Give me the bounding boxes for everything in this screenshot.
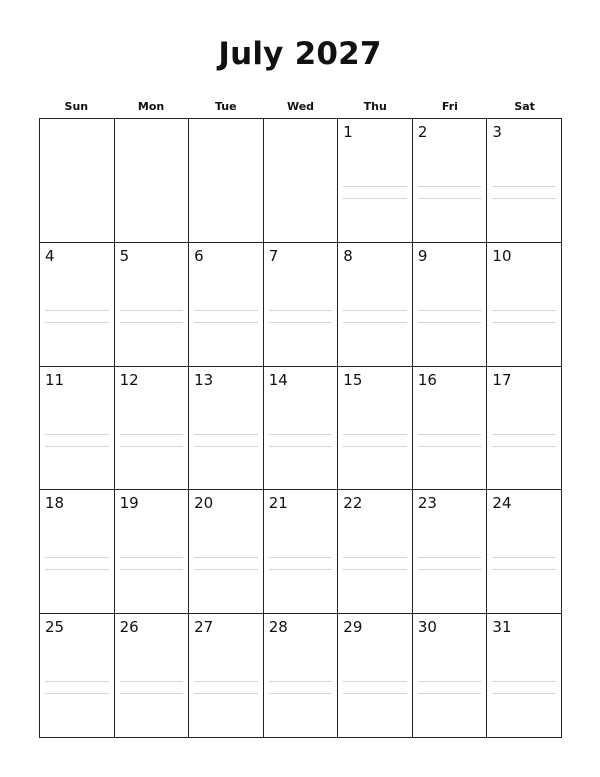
empty-day-cell [189,119,264,243]
day-number: 26 [119,618,139,637]
note-line [120,693,184,694]
day-cell [338,119,413,243]
day-cell [189,367,264,491]
note-line [343,322,407,323]
day-cell [40,490,115,614]
note-line [194,446,258,447]
note-line [343,557,407,558]
day-number: 2 [417,123,428,141]
note-line [343,186,407,187]
day-cell [413,367,488,491]
day-number: 19 [119,494,139,513]
day-cell [413,490,488,614]
day-number: 11 [45,370,65,389]
note-line [45,434,109,435]
note-line [492,557,556,558]
note-line [269,557,333,558]
day-cell [189,614,264,738]
note-line [492,693,556,694]
day-cell [189,490,264,614]
note-line [343,198,407,199]
note-line [120,569,184,570]
day-number: 7 [268,246,279,265]
note-line [194,681,258,682]
note-line [45,310,109,311]
day-number: 6 [194,246,204,265]
day-cell [189,243,264,367]
note-line [120,681,184,682]
day-number: 3 [492,123,502,141]
day-number: 28 [268,618,288,637]
note-line [45,557,109,558]
note-line [343,310,407,311]
day-number: 8 [343,246,353,265]
note-line [418,198,482,199]
note-line [418,693,482,694]
day-number: 23 [417,494,437,513]
note-line [194,434,258,435]
note-line [418,322,482,323]
note-line [492,434,556,435]
calendar-title: July 2027 [218,36,382,72]
day-number: 30 [417,618,437,637]
day-number: 22 [343,494,363,513]
day-cell [264,614,339,738]
day-cell [115,367,190,491]
day-number: 20 [194,494,214,513]
day-number: 5 [119,246,130,265]
day-number: 10 [492,246,512,265]
day-cell [338,614,413,738]
day-cell [40,367,115,491]
note-line [45,681,109,682]
day-number: 27 [194,618,214,637]
note-line [194,310,258,311]
weekday-tue: Tue [214,100,237,113]
day-cell [487,243,562,367]
day-cell [115,243,190,367]
day-cell [40,614,115,738]
note-line [492,446,556,447]
day-cell [413,614,488,738]
weekday-wed: Wed [286,100,315,113]
day-number: 15 [343,370,363,389]
empty-day-cell [115,119,190,243]
note-line [194,569,258,570]
note-line [418,681,482,682]
day-cell [115,614,190,738]
note-line [492,198,556,199]
weekday-fri: Fri [441,100,458,113]
note-line [492,681,556,682]
day-number: 17 [492,370,512,389]
note-line [492,322,556,323]
note-line [269,681,333,682]
weekday-mon: Mon [137,100,165,113]
note-line [194,322,258,323]
note-line [492,186,556,187]
note-line [492,310,556,311]
day-cell [487,490,562,614]
note-line [269,310,333,311]
day-number: 24 [492,494,512,513]
note-line [120,322,184,323]
note-line [269,322,333,323]
note-line [120,446,184,447]
note-line [343,434,407,435]
note-line [343,446,407,447]
day-number: 1 [343,123,353,141]
day-cell [338,490,413,614]
day-cell [264,367,339,491]
day-number: 18 [45,494,65,513]
day-number: 13 [194,370,214,389]
calendar-grid [39,118,562,738]
weekday-sun: Sun [64,100,89,113]
day-cell [413,119,488,243]
day-cell [487,367,562,491]
note-line [269,569,333,570]
note-line [269,434,333,435]
note-line [45,569,109,570]
note-line [418,557,482,558]
note-line [194,693,258,694]
note-line [120,310,184,311]
day-number: 14 [268,370,288,389]
weekday-thu: Thu [363,100,387,113]
note-line [343,693,407,694]
note-line [45,446,109,447]
empty-day-cell [264,119,339,243]
day-number: 21 [268,494,288,513]
weekday-header-row [39,99,562,115]
day-cell [487,614,562,738]
day-number: 29 [343,618,363,637]
note-line [418,434,482,435]
day-cell [338,367,413,491]
note-line [194,557,258,558]
note-line [418,569,482,570]
empty-day-cell [40,119,115,243]
note-line [45,322,109,323]
weekday-sat: Sat [514,100,535,113]
note-line [343,681,407,682]
day-number: 12 [119,370,139,389]
note-line [120,557,184,558]
note-line [269,693,333,694]
note-line [45,693,109,694]
day-cell [338,243,413,367]
note-line [492,569,556,570]
note-line [418,310,482,311]
day-number: 25 [45,618,65,637]
day-number: 31 [492,618,512,637]
note-line [120,434,184,435]
day-cell [264,243,339,367]
note-line [418,446,482,447]
day-cell [264,490,339,614]
note-line [418,186,482,187]
day-number: 4 [45,246,55,265]
note-line [343,569,407,570]
day-cell [40,243,115,367]
note-line [269,446,333,447]
day-number: 9 [417,246,428,265]
day-number: 16 [417,370,437,389]
day-cell [413,243,488,367]
day-cell [115,490,190,614]
day-cell [487,119,562,243]
